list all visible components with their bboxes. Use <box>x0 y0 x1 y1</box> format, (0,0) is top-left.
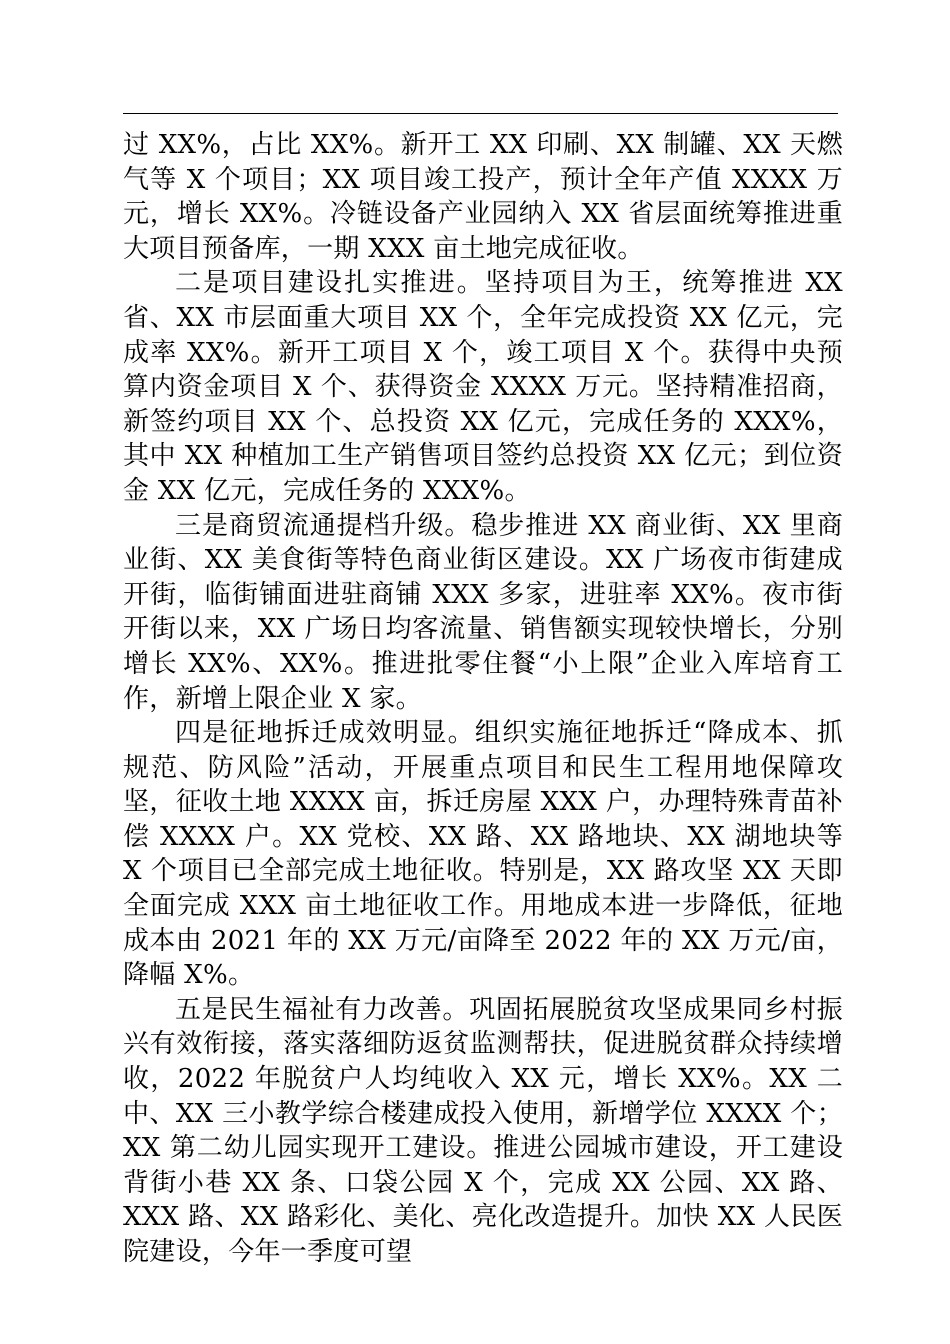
paragraph-continuation: 过 XX%，占比 XX%。新开工 XX 印刷、XX 制罐、XX 天燃气等 X 个项目；XX 项目竣工投产，预计全年产值 XXXX 万元，增长 XX%。冷链设备产业园纳入 XX 省层面统筹推进重大项目预备库，一期 XXX 亩土地完成征收。 <box>123 130 843 264</box>
header-rule <box>123 113 838 114</box>
document-body <box>123 128 843 1270</box>
paragraph-commerce-circulation: 三是商贸流通提档升级。稳步推进 XX 商业街、XX 里商业街、XX 美食街等特色商业街区建设。XX 广场夜市街建成开街，临街铺面进驻商铺 XXX 多家，进驻率 XX%。夜市街开街以来，XX 广场日均客流量、销售额实现较快增长，分别增长 XX%、XX%。推进批零住餐“小上限”企业入库培育工作，新增上限企业 X 家。 <box>123 510 843 714</box>
paragraph-land-acquisition: 四是征地拆迁成效明显。组织实施征地拆迁“降成本、抓规范、防风险”活动，开展重点项目和民生工程用地保障攻坚，征收土地 XXXX 亩，拆迁房屋 XXX 户，办理特殊青苗补偿 XXXX 户。XX 党校、XX 路、XX 路地块、XX 湖地块等 X 个项目已全部完成土地征收。特别是，XX 路攻坚 XX 天即全面完成 XXX 亩土地征收工作。用地成本进一步降低，征地成本由 2021 年的 XX 万元/亩降至 2022 年的 XX 万元/亩，降幅 X%。 <box>123 718 843 991</box>
paragraph-livelihood-welfare: 五是民生福祉有力改善。巩固拓展脱贫攻坚成果同乡村振兴有效衔接，落实落细防返贫监测帮扶，促进脱贫群众持续增收，2022 年脱贫户人均纯收入 XX 元，增长 XX%。XX 二中、XX 三小教学综合楼建成投入使用，新增学位 XXXX 个；XX 第二幼儿园实现开工建设。推进公园城市建设，开工建设背街小巷 XX 条、口袋公园 X 个，完成 XX 公园、XX 路、XXX 路、XX 路彩化、美化、亮化改造提升。加快 XX 人民医院建设，今年一季度可望 <box>123 994 843 1267</box>
paragraph-project-construction: 二是项目建设扎实推进。坚持项目为王，统筹推进 XX 省、XX 市层面重大项目 XX 个，全年完成投资 XX 亿元，完成率 XX%。新开工项目 X 个，竣工项目 X 个。获得中央预算内资金项目 X 个、获得资金 XXXX 万元。坚持精准招商，新签约项目 XX 个、总投资 XX 亿元，完成任务的 XXX%，其中 XX 种植加工生产销售项目签约总投资 XX 亿元；到位资金 XX 亿元，完成任务的 XXX%。 <box>123 268 843 506</box>
